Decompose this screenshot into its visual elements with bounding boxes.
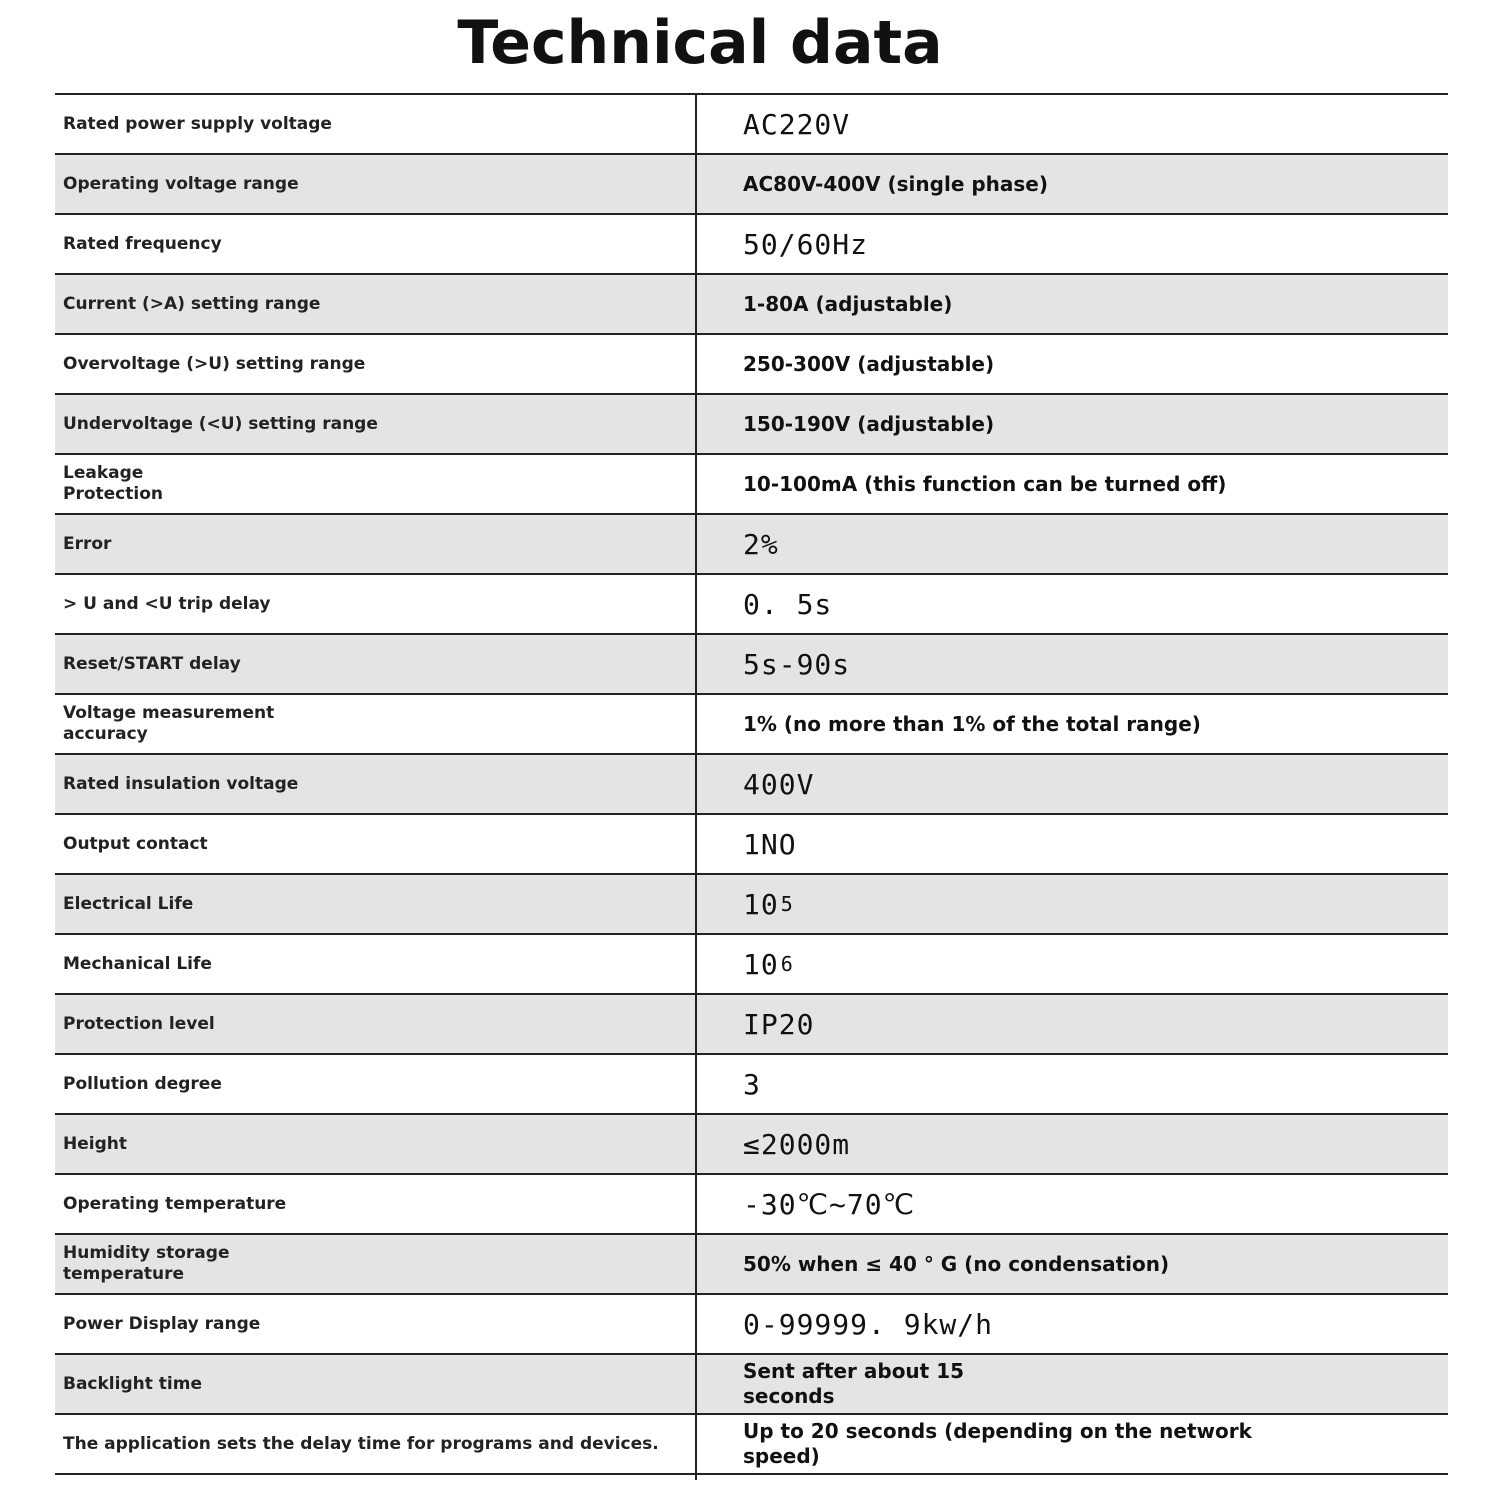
table-row: [55, 935, 1448, 995]
table-row: [55, 1355, 1448, 1415]
table-row: [55, 815, 1448, 875]
row-value: [743, 755, 1423, 813]
row-label: Mechanical Life: [63, 953, 212, 974]
table-row: [55, 635, 1448, 695]
table-row: [55, 515, 1448, 575]
row-value-text: 1NO: [743, 827, 797, 861]
row-label: Pollution degree: [63, 1073, 222, 1094]
row-value-text: 5s-90s: [743, 647, 851, 681]
table-row: [55, 95, 1448, 155]
row-value: [743, 275, 1423, 333]
row-value: [743, 1115, 1423, 1173]
row-value: [743, 1235, 1423, 1293]
table-row: [55, 1175, 1448, 1235]
table-row: [55, 455, 1448, 515]
row-label: Operating temperature: [63, 1193, 287, 1214]
table-row: [55, 695, 1448, 755]
row-label: Electrical Life: [63, 893, 194, 914]
table-row: [55, 1415, 1448, 1475]
row-label: Leakage Protection: [63, 463, 163, 504]
row-value-text: AC220V: [743, 107, 851, 141]
row-label: Error: [63, 533, 112, 554]
row-value-text: 50/60Hz: [743, 227, 869, 261]
table-row: [55, 1055, 1448, 1115]
row-value: [743, 1175, 1423, 1233]
table-row: [55, 995, 1448, 1055]
row-label: Power Display range: [63, 1313, 261, 1334]
row-label: Reset/START delay: [63, 653, 241, 674]
row-value-text: 10: [743, 887, 779, 921]
row-value-text: AC80V-400V (single phase): [743, 171, 1048, 196]
table-row: [55, 275, 1448, 335]
table-row: [55, 875, 1448, 935]
row-value: [743, 1055, 1423, 1113]
row-value-text: 150-190V (adjustable): [743, 411, 995, 436]
row-value-text: Up to 20 seconds (depending on the network speed): [743, 1419, 1252, 1468]
row-value: [743, 335, 1423, 393]
row-label: Height: [63, 1133, 127, 1154]
row-value-exponent: 5: [780, 892, 794, 916]
table-row: [55, 155, 1448, 215]
row-value-text: 250-300V (adjustable): [743, 351, 995, 376]
row-label: Rated frequency: [63, 233, 222, 254]
row-value-text: 2%: [743, 527, 779, 561]
table-row: [55, 1115, 1448, 1175]
row-value: [743, 935, 1423, 993]
row-value: [743, 875, 1423, 933]
column-divider: [695, 93, 697, 1480]
row-value: [743, 1415, 1423, 1473]
table-row: [55, 755, 1448, 815]
row-value-exponent: 6: [780, 952, 794, 976]
row-value-text: 3: [743, 1067, 761, 1101]
row-label: > U and <U trip delay: [63, 593, 271, 614]
row-value: [743, 635, 1423, 693]
row-value: [743, 155, 1423, 213]
row-value-text: ≤2000m: [743, 1127, 851, 1161]
row-value: [743, 215, 1423, 273]
row-value-text: IP20: [743, 1007, 815, 1041]
row-label: Output contact: [63, 833, 208, 854]
row-value-text: 10-100mA (this function can be turned off): [743, 471, 1227, 496]
row-value: [743, 995, 1423, 1053]
row-value-text: 0-99999. 9kw/h: [743, 1307, 994, 1341]
row-value: [743, 1295, 1423, 1353]
row-label: Operating voltage range: [63, 173, 299, 194]
table-row: [55, 335, 1448, 395]
row-value-text: 1-80A (adjustable): [743, 291, 953, 316]
row-label: Rated insulation voltage: [63, 773, 299, 794]
row-value-text: 400V: [743, 767, 815, 801]
row-value-text: Sent after about 15 seconds: [743, 1359, 965, 1408]
row-label: Current (>A) setting range: [63, 293, 321, 314]
row-label: The application sets the delay time for programs and devices.: [63, 1433, 659, 1454]
row-value: [743, 515, 1423, 573]
row-label: Protection level: [63, 1013, 215, 1034]
table-row: [55, 575, 1448, 635]
row-value: [743, 95, 1423, 153]
row-value-text: -30℃~70℃: [743, 1187, 916, 1221]
row-label: Undervoltage (<U) setting range: [63, 413, 378, 434]
table-row: [55, 1235, 1448, 1295]
row-value-text: 10: [743, 947, 779, 981]
row-value-text: 1% (no more than 1% of the total range): [743, 711, 1201, 736]
table-row: [55, 1295, 1448, 1355]
row-value: [743, 395, 1423, 453]
row-value: [743, 455, 1423, 513]
row-value: [743, 815, 1423, 873]
row-value: [743, 1355, 1423, 1413]
row-value: [743, 695, 1423, 753]
page-title: Technical data: [457, 8, 943, 78]
row-value: [743, 575, 1423, 633]
row-label: Backlight time: [63, 1373, 202, 1394]
row-label: Voltage measurement accuracy: [63, 703, 275, 744]
spec-table: [55, 93, 1448, 1475]
table-row: [55, 395, 1448, 455]
row-label: Rated power supply voltage: [63, 113, 332, 134]
table-row: [55, 215, 1448, 275]
row-label: Humidity storage temperature: [63, 1243, 230, 1284]
row-label: Overvoltage (>U) setting range: [63, 353, 366, 374]
row-value-text: 50% when ≤ 40 ° G (no condensation): [743, 1251, 1170, 1276]
row-value-text: 0. 5s: [743, 587, 833, 621]
